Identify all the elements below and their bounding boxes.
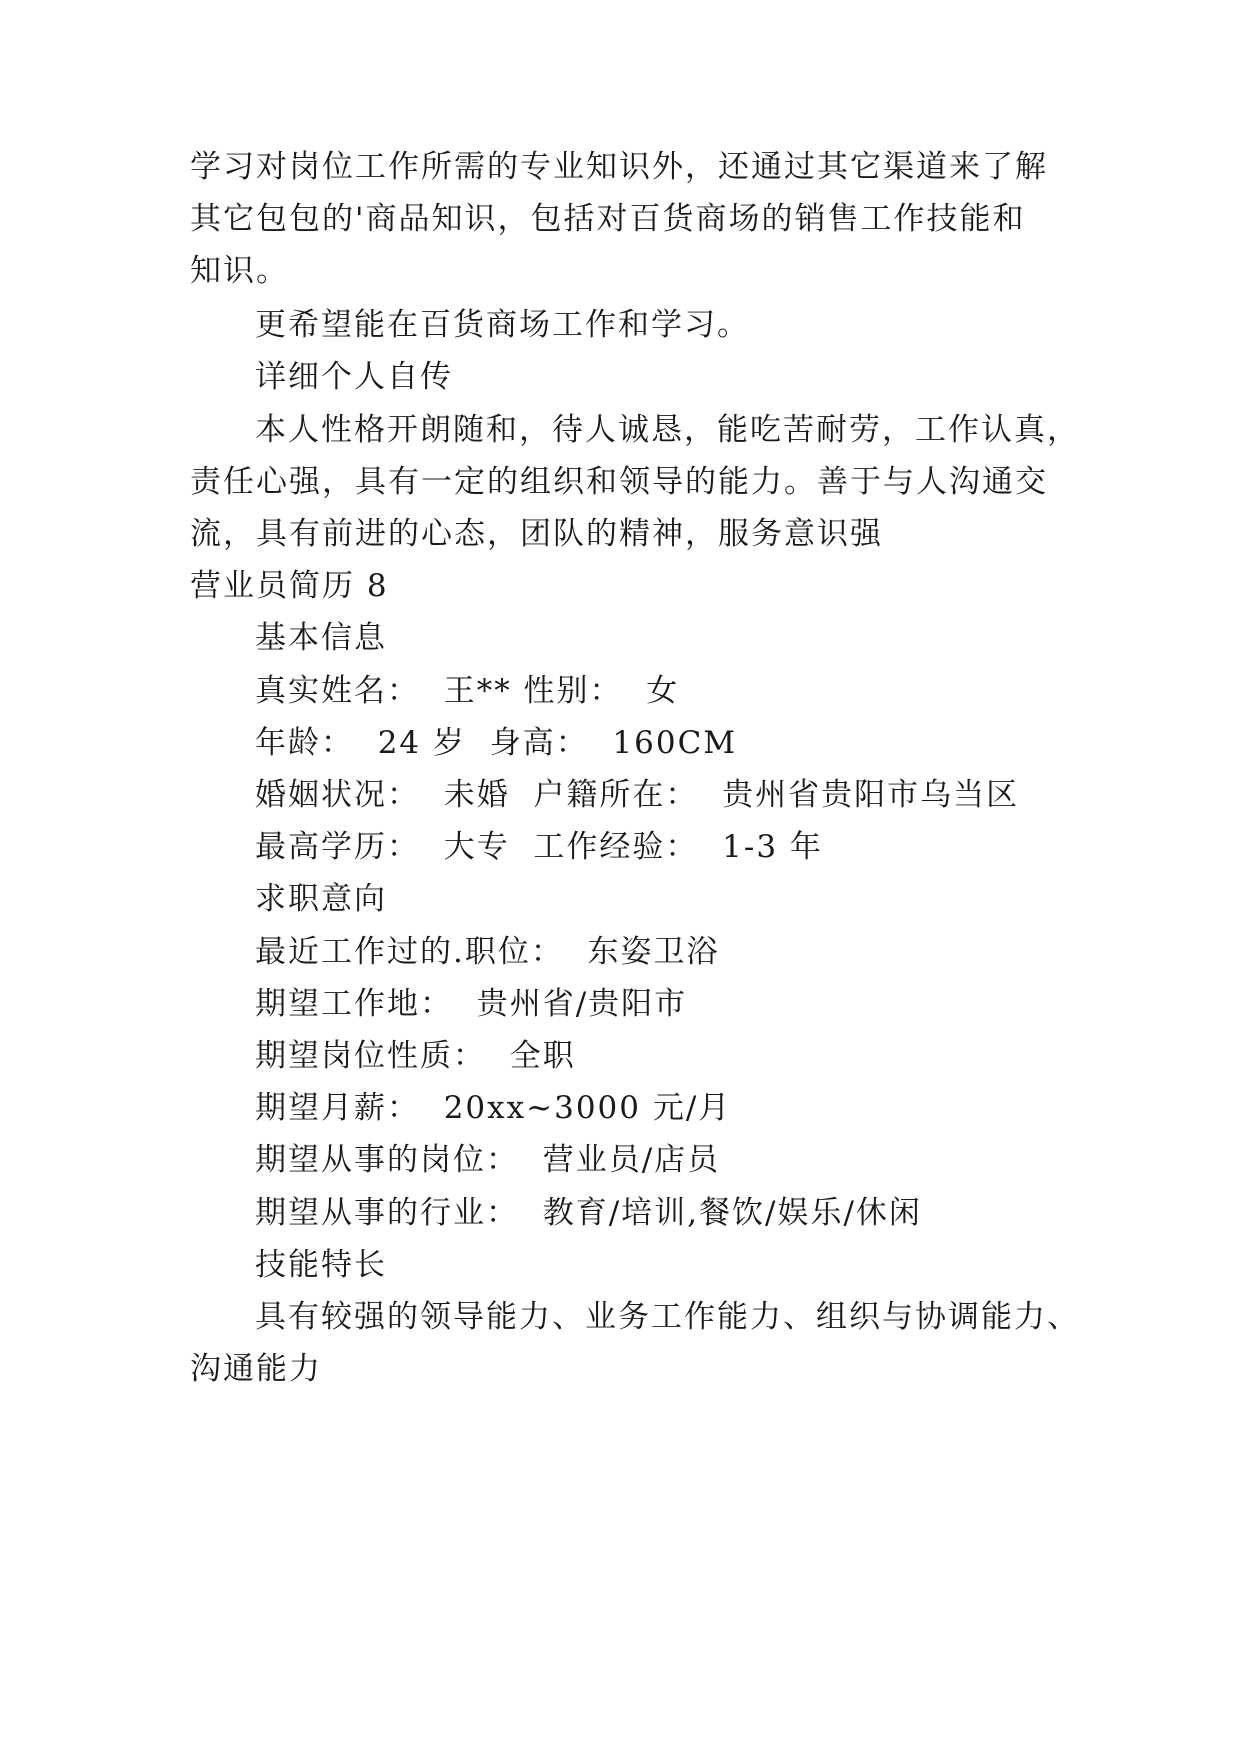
basic-info-line: 婚姻状况： 未婚 户籍所在： 贵州省贵阳市乌当区 <box>255 777 1020 813</box>
skills-heading: 技能特长 <box>255 1247 387 1283</box>
basic-info-line: 最高学历： 大专 工作经验： 1-3 年 <box>255 829 823 865</box>
intent-heading: 求职意向 <box>255 881 387 917</box>
intent-line: 期望岗位性质： 全职 <box>255 1038 576 1074</box>
intent-line: 期望从事的行业： 教育/培训,餐饮/娱乐/休闲 <box>255 1195 922 1231</box>
autobio-heading: 详细个人自传 <box>255 359 453 395</box>
intent-line: 期望从事的岗位： 营业员/店员 <box>255 1142 721 1178</box>
intro-paragraph-line-2: 其它包包的'商品知识，包括对百货商场的销售工作技能和 <box>190 201 1026 237</box>
intro-paragraph-line-3: 知识。 <box>190 253 289 289</box>
skills-paragraph-line-2: 沟通能力 <box>190 1351 322 1387</box>
basic-info-heading: 基本信息 <box>255 620 387 656</box>
intro-paragraph-line-1: 学习对岗位工作所需的专业知识外，还通过其它渠道来了解 <box>190 149 1048 185</box>
resume-title: 营业员简历 8 <box>190 568 389 604</box>
intent-line: 期望月薪： 20xx~3000 元/月 <box>255 1090 732 1126</box>
hope-line: 更希望能在百货商场工作和学习。 <box>255 307 750 343</box>
autobio-paragraph-line-3: 流，具有前进的心态，团队的精神，服务意识强 <box>190 516 883 552</box>
basic-info-line: 年龄： 24 岁 身高： 160CM <box>255 725 738 761</box>
skills-paragraph-line-1: 具有较强的领导能力、业务工作能力、组织与协调能力、 <box>255 1299 1080 1335</box>
basic-info-line: 真实姓名： 王** 性别： 女 <box>255 673 680 709</box>
autobio-paragraph-line-1: 本人性格开朗随和，待人诚恳，能吃苦耐劳，工作认真， <box>255 412 1080 448</box>
intent-line: 期望工作地： 贵州省/贵阳市 <box>255 986 688 1022</box>
autobio-paragraph-line-2: 责任心强，具有一定的组织和领导的能力。善于与人沟通交 <box>190 464 1048 500</box>
intent-line: 最近工作过的.职位： 东姿卫浴 <box>255 934 720 970</box>
